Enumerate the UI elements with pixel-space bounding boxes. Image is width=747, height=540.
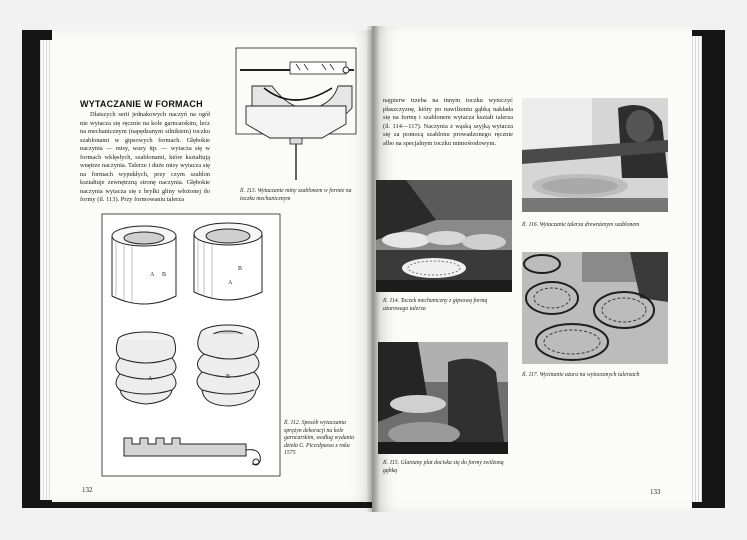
page-number-left: 132 <box>82 486 93 494</box>
page-number-right: 133 <box>650 488 661 496</box>
caption-115: Il. 115. Glaniany plat dociska się do formy zwilżoną gąbką <box>383 460 504 474</box>
caption-117: Il. 117. Wycinanie ażuru na wytoczonych talerzach <box>522 372 640 378</box>
page-edges-right <box>690 36 702 502</box>
photo-114 <box>376 180 512 292</box>
caption-114: Il. 114. Toczek mechaniczny z gipsową formą ażurowego talerza <box>383 298 488 312</box>
figure-letter: A <box>148 376 153 382</box>
section-heading: WYTACZANIE W FORMACH <box>80 99 203 109</box>
photo-116 <box>522 98 668 212</box>
figure-letter: A <box>150 272 155 278</box>
figure-112-drawing <box>100 212 282 478</box>
caption-116: Il. 116. Wytaczanie talerza drewnianym szablonem <box>522 222 640 228</box>
figure-113-drawing <box>234 46 358 182</box>
caption-112: Il. 112. Sposób wytaczania sprężyn dekoracji na kole garncarskim, według wydania dzieła C. Piccolpasso z roku 1575 <box>284 420 355 456</box>
photo-117 <box>522 252 668 364</box>
figure-letter: B <box>226 374 231 380</box>
figure-letter: B <box>162 272 167 278</box>
figure-letter: B <box>238 266 243 272</box>
photo-115 <box>378 342 508 454</box>
right-body-text: najpierw trzeba na innym toczku wytoczyć płaszczyznę, który po nawilżeniu gąbką nakłada się na formę i szablonem wytacza kształt talerza (il. 114—117). Naczynia z wąską szyjką wytacza się za pomocą szablonu prowadzonego ręcznie albo na specjalnym toczku mimośrodowym. <box>383 97 513 147</box>
caption-113: Il. 113. Wytaczanie miny szablonem w formie na toczku mechanicznym <box>240 188 352 202</box>
left-body-text: Dlatszych serii jednakowych naczyń na ogół nie wytacza się ręcznie na kole garncarskim, lecz na mechanicznym (napędzanym silnikiem) toczku szablonami w gipsowych formach. Głębokie naczynia — misy, wazy itp. — wytacza się w formach wklęsłych, szablonami, które kształtują wnętrze naczynia. Talerze i duże misy wytacza się na formach wypukłych, przy czym szablon kształtuje zewnętrzną stronę naczynia. Głębokie naczynia wytacza się z bryłki gliny włożonej do formy (il. 113). Przy formowaniu talerza <box>80 111 210 203</box>
figure-letter: A <box>228 280 233 286</box>
